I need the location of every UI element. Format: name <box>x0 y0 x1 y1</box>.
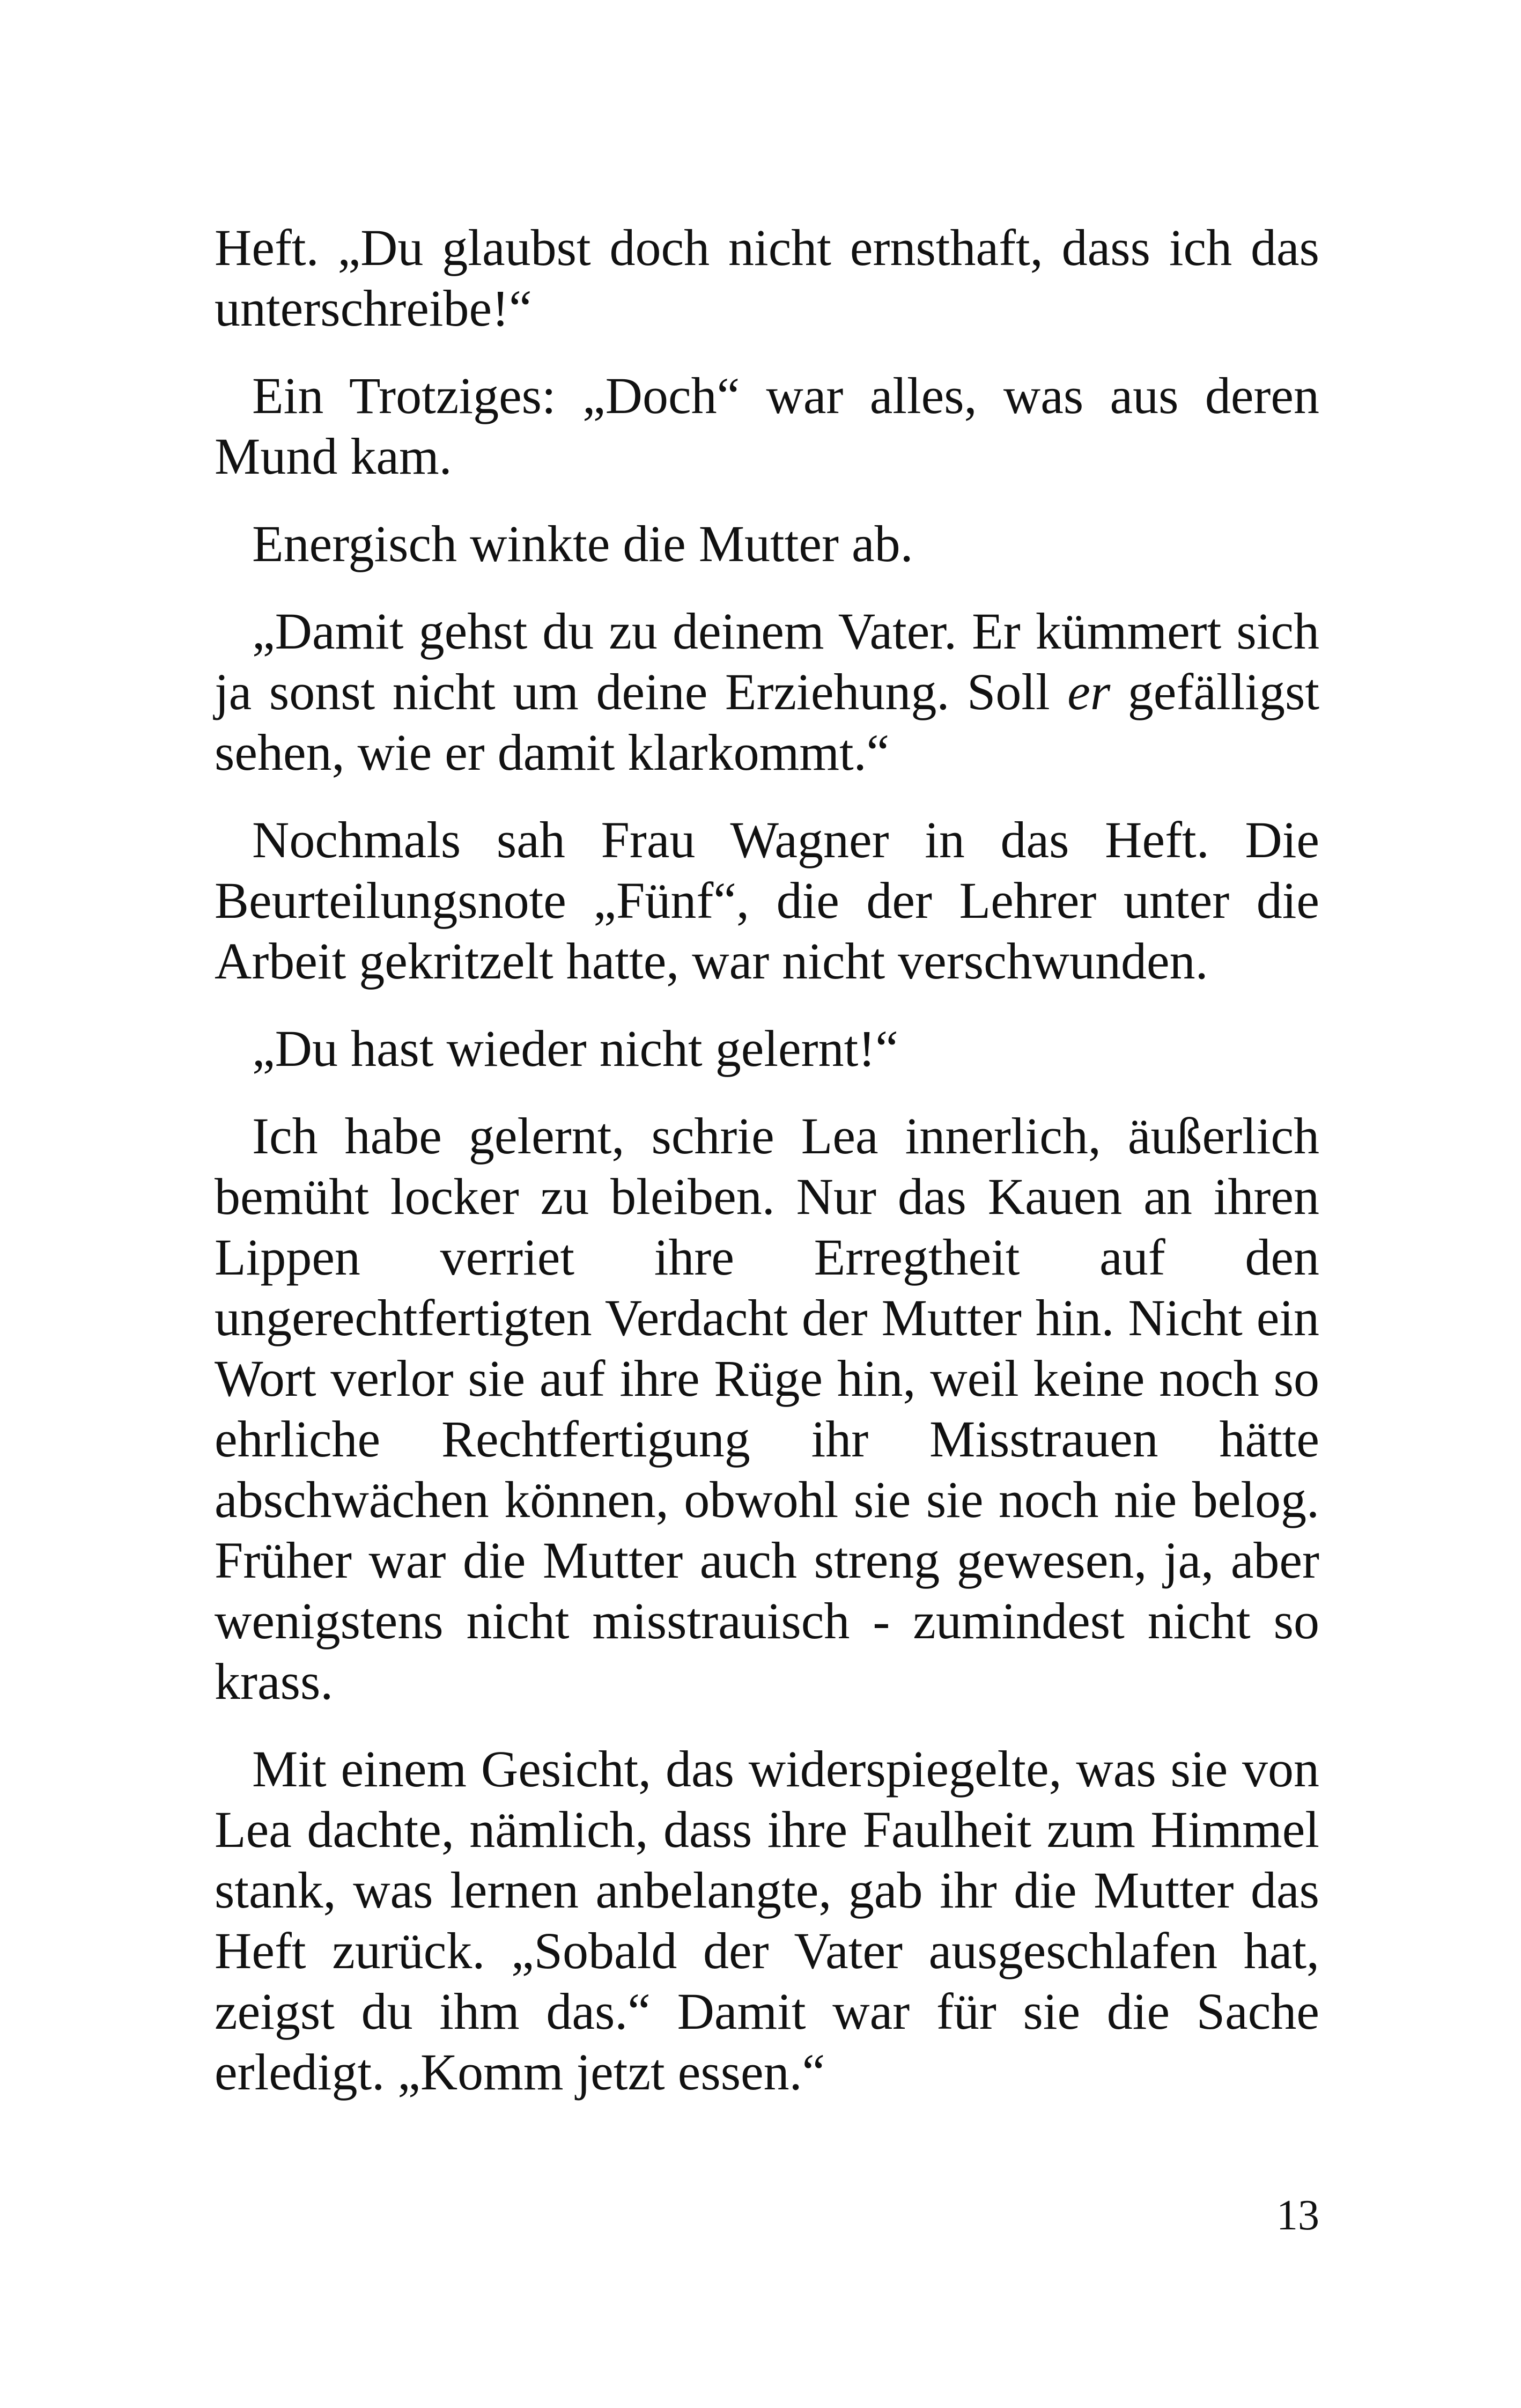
body-text <box>215 217 1319 2102</box>
paragraph-5: Nochmals sah Frau Wagner in das Heft. Die Beurteilungsnote „Fünf“, die der Lehrer unter die Arbeit gekritzelt hatte, war nicht verschwunden. <box>215 811 1319 990</box>
page-number: 13 <box>1276 2192 1319 2239</box>
paragraph-1: Heft. „Du glaubst doch nicht ernsthaft, dass ich das unterschreibe!“ <box>215 219 1319 337</box>
paragraph-7: Ich habe gelernt, schrie Lea innerlich, äußerlich bemüht locker zu bleiben. Nur das Kauen an ihren Lippen verriet ihre Erregtheit auf den ungerechtfertigten Verdacht der Mutter hin. Nicht ein Wort verlor sie auf ihre Rüge hin, weil keine noch so ehrliche Rechtfertigung ihr Misstrauen hätte abschwächen können, obwohl sie sie noch nie belog. Früher war die Mutter auch streng gewesen, ja, aber wenigstens nicht misstrauisch - zumindest nicht so krass. <box>215 1107 1319 1710</box>
paragraph-4-before: „Damit gehst du zu deinem Vater. Er kümmert sich ja sonst nicht um deine Erziehung. Soll <box>215 602 1319 720</box>
paragraph-3: Energisch winkte die Mutter ab. <box>252 515 913 572</box>
paragraph-2: Ein Trotziges: „Doch“ war alles, was aus deren Mund kam. <box>215 367 1319 485</box>
paragraph-4 <box>215 601 1319 783</box>
paragraph-4-after: gefälligst sehen, wie er damit klarkommt.“ <box>215 663 1319 781</box>
paragraph-6: „Du hast wieder nicht gelernt!“ <box>252 1020 898 1077</box>
paragraph-8: Mit einem Gesicht, das widerspiegelte, was sie von Lea dachte, nämlich, dass ihre Faulheit zum Himmel stank, was lernen anbelangte, gab ihr die Mutter das Heft zurück. „Sobald der Vater ausgeschlafen hat, zeigst du ihm das.“ Damit war für sie die Sache erledigt. „Komm jetzt essen.“ <box>215 1740 1319 2101</box>
paragraph-4-emphasis: er <box>1067 663 1111 720</box>
